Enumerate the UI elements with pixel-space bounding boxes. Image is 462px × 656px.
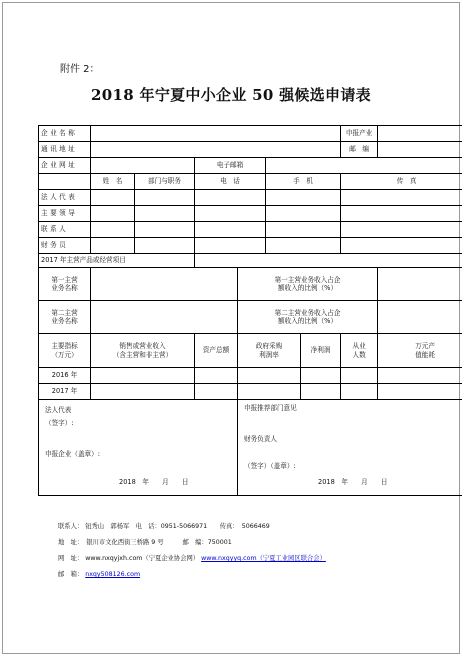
footer-web-label: 网 址： <box>58 555 84 562</box>
contact-header-dept: 部门与职务 <box>135 174 195 190</box>
recommender-date: 2018 年 月 日 <box>318 478 388 486</box>
application-form-table <box>38 125 462 496</box>
recommender-signature-cell[interactable] <box>238 400 462 496</box>
contact-header-name: 姓 名 <box>91 174 135 190</box>
footer-mail-link[interactable]: nxqy508126.com <box>85 571 141 578</box>
website-label: 企业网址 <box>39 158 91 174</box>
contact-cell[interactable] <box>341 190 462 206</box>
indicator-cell[interactable] <box>195 368 238 384</box>
indicator-header: 政府采购 利润率 <box>238 334 301 368</box>
contact-cell[interactable] <box>266 222 341 238</box>
contact-cell[interactable] <box>91 206 135 222</box>
contact-row-label: 财务员 <box>39 238 91 254</box>
finance-head-label: 财务负责人 <box>244 435 277 443</box>
footer-web-value1: www.nxqyjxh.com（宁夏企业协会网） <box>85 555 200 562</box>
footer-mail-label: 邮 箱： <box>58 571 84 578</box>
company-name-label: 企业名称 <box>39 126 91 142</box>
indicator-header: 从业 人数 <box>341 334 378 368</box>
contact-cell[interactable] <box>341 238 462 254</box>
contact-row-label: 联系人 <box>39 222 91 238</box>
year-row-label: 2016 年 <box>39 368 91 384</box>
contact-header-phone: 电 话 <box>195 174 266 190</box>
attachment-label: 附件 2： <box>60 64 100 75</box>
footer-contacts-label: 联系人： <box>58 523 84 530</box>
indicator-cell[interactable] <box>238 384 301 400</box>
indicator-cell[interactable] <box>378 368 462 384</box>
indicator-cell[interactable] <box>91 368 195 384</box>
postcode-label: 邮 编 <box>341 142 378 158</box>
contact-cell[interactable] <box>135 238 195 254</box>
applicant-label: 申报企业（盖章）: <box>45 450 100 458</box>
indicator-header: 资产总额 <box>195 334 238 368</box>
indicator-cell[interactable] <box>341 384 378 400</box>
footer-contacts <box>58 521 270 530</box>
email-label: 电子邮箱 <box>195 158 266 174</box>
contact-cell[interactable] <box>341 222 462 238</box>
main-products-label: 2017 年主营产品或经营项目 <box>39 254 195 268</box>
indicator-cell[interactable] <box>341 368 378 384</box>
contact-row-label: 法人代表 <box>39 190 91 206</box>
sign-stamp-label: （签字）（盖章）: <box>244 462 296 470</box>
contact-cell[interactable] <box>266 206 341 222</box>
indicator-cell[interactable] <box>378 384 462 400</box>
company-name-field[interactable] <box>91 126 341 142</box>
applicant-date: 2018 年 月 日 <box>119 478 189 486</box>
contact-header-mobile: 手 机 <box>266 174 341 190</box>
indicator-cell[interactable] <box>238 368 301 384</box>
biz1-name-field[interactable] <box>91 268 238 301</box>
email-field[interactable] <box>266 158 462 174</box>
indicator-cell[interactable] <box>301 368 341 384</box>
contact-header-fax: 传 真 <box>341 174 462 190</box>
contact-corner-cell <box>39 174 91 190</box>
indicator-header: 主要指标 （万元） <box>39 334 91 368</box>
recommender-label: 申报推荐部门意见 <box>244 404 297 412</box>
postcode-field[interactable] <box>378 142 462 158</box>
contact-cell[interactable] <box>135 190 195 206</box>
biz2-name-label: 第二主营 业务名称 <box>39 301 91 334</box>
footer-address: 地 址： 银川市文化西街三桥路 9 号 邮 编：750001 <box>58 539 232 546</box>
biz2-name-field[interactable] <box>91 301 238 334</box>
contact-cell[interactable] <box>91 238 135 254</box>
biz1-ratio-label: 第一主营业务收入占企 额收入的比例（%） <box>238 268 378 301</box>
indicator-header: 万元产 值能耗 <box>378 334 462 368</box>
page-title: 2018 年宁夏中小企业 50 强候选申请表 <box>91 86 371 104</box>
address-label: 通讯地址 <box>39 142 91 158</box>
indicator-header: 销售或营业收入 （含主营和非主营） <box>91 334 195 368</box>
contact-cell[interactable] <box>195 190 266 206</box>
website-field[interactable] <box>91 158 195 174</box>
main-products-field[interactable] <box>195 254 462 268</box>
footer-web <box>58 553 326 562</box>
contact-cell[interactable] <box>195 206 266 222</box>
legal-rep-label: 法人代表 （签字）: <box>45 406 74 427</box>
contact-cell[interactable] <box>91 190 135 206</box>
indicator-cell[interactable] <box>91 384 195 400</box>
footer-web-link[interactable]: www.nxgyyq.com（宁夏工业园区联合会） <box>201 555 326 562</box>
contact-cell[interactable] <box>266 238 341 254</box>
indicator-header: 净利润 <box>301 334 341 368</box>
contact-cell[interactable] <box>266 190 341 206</box>
contact-cell[interactable] <box>135 222 195 238</box>
biz1-name-label: 第一主营 业务名称 <box>39 268 91 301</box>
contact-cell[interactable] <box>195 238 266 254</box>
footer-contacts-value: 钮秀山 郭杨军 电 话：0951-5066971 传真： 5066469 <box>85 523 270 530</box>
contact-row-label: 主要领导 <box>39 206 91 222</box>
biz1-ratio-field[interactable] <box>378 268 462 301</box>
address-field[interactable] <box>91 142 341 158</box>
contact-cell[interactable] <box>195 222 266 238</box>
indicator-cell[interactable] <box>301 384 341 400</box>
applicant-signature-cell[interactable] <box>39 400 238 496</box>
biz2-ratio-field[interactable] <box>378 301 462 334</box>
contact-cell[interactable] <box>135 206 195 222</box>
biz2-ratio-label: 第二主营业务收入占企 额收入的比例（%） <box>238 301 378 334</box>
industry-label: 申报产业 <box>341 126 378 142</box>
footer-mail <box>58 569 140 578</box>
contact-cell[interactable] <box>91 222 135 238</box>
indicator-cell[interactable] <box>195 384 238 400</box>
contact-cell[interactable] <box>341 206 462 222</box>
year-row-label: 2017 年 <box>39 384 91 400</box>
industry-field[interactable] <box>378 126 462 142</box>
